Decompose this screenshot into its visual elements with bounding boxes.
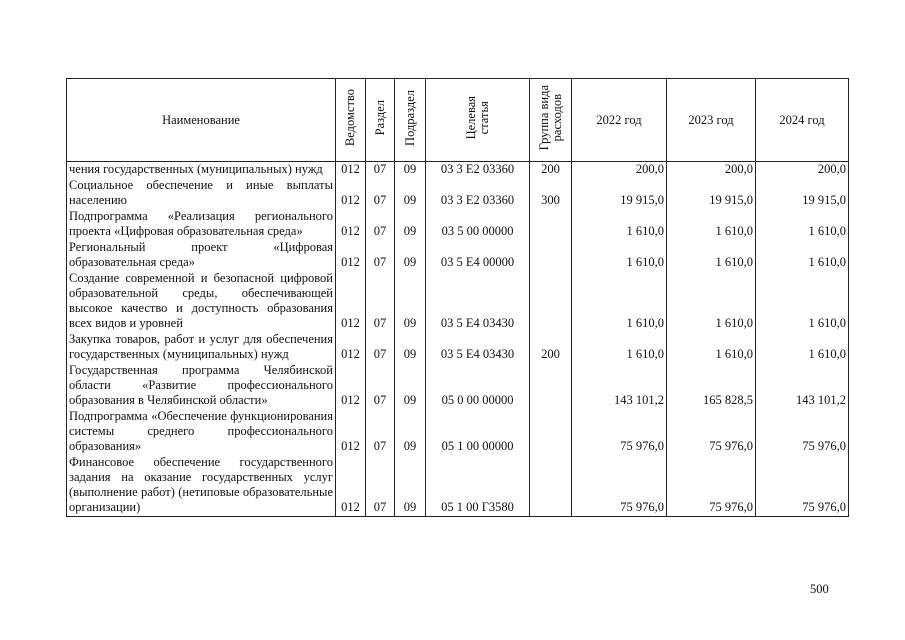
table-row [67,162,849,179]
cell-2023 [667,162,756,179]
cell-2024-text: 1 610,0 [808,224,846,238]
cell-podrazdel [395,240,426,271]
cell-name-text: Закупка товаров, работ и услуг для обеспечения государственных (муниципальных) нужд [69,332,333,361]
cell-podrazdel [395,162,426,179]
cell-target-text: 03 5 Е4 03430 [440,347,515,361]
table-row [67,409,849,455]
cell-razdel-text: 07 [373,393,387,407]
cell-group [530,455,572,517]
cell-2022-text: 19 915,0 [620,193,664,207]
cell-2023-text: 1 610,0 [715,347,753,361]
cell-group [530,162,572,179]
cell-2024-text: 1 610,0 [808,316,846,330]
cell-2022-text: 75 976,0 [620,500,664,514]
cell-razdel-text: 07 [373,224,387,238]
cell-name [67,240,336,271]
cell-name-text: Финансовое обеспечение государственного задания на оказание государственных услуг (выполнение работ) (нетиповые образовательные организации) [69,455,333,514]
cell-razdel [366,240,395,271]
cell-2023 [667,332,756,363]
cell-name-text: Социальное обеспечение и иные выплаты населению [69,178,333,207]
cell-name-text: Государственная программа Челябинской области «Развитие профессионального образования в Челябинской области» [69,363,333,407]
cell-podrazdel-text: 09 [403,193,417,207]
header-vedomstvo: Ведомство [336,79,366,162]
cell-2024-text: 75 976,0 [802,439,846,453]
cell-group-text: 200 [541,347,560,361]
cell-2024 [756,178,849,209]
cell-group [530,271,572,332]
cell-2022-text: 75 976,0 [620,439,664,453]
header-razdel: Раздел [366,79,395,162]
cell-group [530,209,572,240]
table-row [67,455,849,517]
cell-group [530,363,572,409]
table-row [67,240,849,271]
cell-vedomstvo [336,271,366,332]
cell-group-text: 200 [541,162,560,176]
cell-2022-text: 200,0 [635,162,664,176]
cell-2023-text: 1 610,0 [715,224,753,238]
header-2022: 2022 год [572,79,667,162]
cell-podrazdel [395,455,426,517]
cell-2022-text: 1 610,0 [626,255,664,269]
cell-target-text: 03 3 Е2 03360 [440,162,515,176]
cell-vedomstvo [336,409,366,455]
table-row [67,178,849,209]
cell-2024 [756,332,849,363]
cell-2024-text: 143 101,2 [796,393,846,407]
cell-vedomstvo-text: 012 [341,500,360,514]
cell-name [67,271,336,332]
cell-razdel [366,332,395,363]
cell-2023-text: 19 915,0 [709,193,753,207]
cell-2024-text: 1 610,0 [808,255,846,269]
table-row [67,209,849,240]
cell-vedomstvo-text: 012 [341,162,360,176]
cell-group [530,240,572,271]
cell-2024 [756,409,849,455]
cell-razdel-text: 07 [373,500,387,514]
cell-vedomstvo [336,209,366,240]
cell-group [530,409,572,455]
cell-target [426,178,530,209]
cell-target [426,332,530,363]
cell-podrazdel-text: 09 [403,500,417,514]
cell-name [67,363,336,409]
cell-target [426,455,530,517]
cell-2022 [572,363,667,409]
cell-razdel-text: 07 [373,193,387,207]
cell-2022 [572,409,667,455]
cell-razdel [366,178,395,209]
cell-razdel [366,271,395,332]
cell-vedomstvo [336,332,366,363]
cell-2022-text: 143 101,2 [614,393,664,407]
cell-razdel [366,455,395,517]
cell-razdel-text: 07 [373,255,387,269]
cell-podrazdel-text: 09 [403,316,417,330]
table-row [67,271,849,332]
cell-podrazdel-text: 09 [403,347,417,361]
header-podrazdel: Подраздел [395,79,426,162]
cell-razdel-text: 07 [373,347,387,361]
cell-razdel-text: 07 [373,316,387,330]
cell-razdel [366,209,395,240]
cell-2024 [756,363,849,409]
cell-name-text: чения государственных (муниципальных) нужд [69,162,323,176]
cell-2024 [756,455,849,517]
cell-2023 [667,363,756,409]
cell-2024-text: 19 915,0 [802,193,846,207]
cell-group-text: 300 [541,193,560,207]
cell-group [530,332,572,363]
cell-target [426,209,530,240]
cell-2023-text: 75 976,0 [709,500,753,514]
cell-2023 [667,409,756,455]
cell-target-text: 03 5 Е4 00000 [440,255,515,269]
cell-2022 [572,271,667,332]
cell-target [426,162,530,179]
table-body [67,162,849,517]
cell-name [67,162,336,179]
cell-2024 [756,209,849,240]
cell-vedomstvo-text: 012 [341,224,360,238]
cell-podrazdel-text: 09 [403,162,417,176]
cell-target-text: 03 5 00 00000 [441,224,514,238]
cell-name [67,178,336,209]
cell-name-text: Подпрограмма «Обеспечение функционирования системы среднего профессионального образования» [69,409,333,453]
cell-podrazdel-text: 09 [403,393,417,407]
cell-2022 [572,332,667,363]
cell-podrazdel [395,409,426,455]
cell-vedomstvo-text: 012 [341,347,360,361]
cell-2023-text: 75 976,0 [709,439,753,453]
cell-vedomstvo [336,363,366,409]
cell-2023 [667,455,756,517]
cell-target-text: 05 1 00 00000 [441,439,514,453]
cell-2024-text: 200,0 [817,162,846,176]
header-2023: 2023 год [667,79,756,162]
cell-2023 [667,178,756,209]
cell-vedomstvo [336,178,366,209]
cell-2023 [667,240,756,271]
cell-razdel-text: 07 [373,162,387,176]
cell-target [426,409,530,455]
cell-target-text: 05 0 00 00000 [441,393,514,407]
cell-vedomstvo-text: 012 [341,193,360,207]
cell-2022 [572,209,667,240]
cell-name-text: Региональный проект «Цифровая образовательная среда» [69,240,333,269]
cell-2023 [667,271,756,332]
cell-name [67,409,336,455]
cell-name-text: Создание современной и безопасной цифровой образовательной среды, обеспечивающей высокое качество и доступность образования всех видов и уровней [69,271,333,330]
cell-2024 [756,240,849,271]
table-row [67,332,849,363]
cell-vedomstvo-text: 012 [341,316,360,330]
cell-2023-text: 1 610,0 [715,255,753,269]
cell-name [67,209,336,240]
cell-podrazdel [395,332,426,363]
cell-podrazdel-text: 09 [403,224,417,238]
cell-podrazdel [395,178,426,209]
cell-podrazdel [395,363,426,409]
cell-target-text: 03 5 Е4 03430 [440,316,515,330]
cell-vedomstvo [336,455,366,517]
cell-podrazdel-text: 09 [403,255,417,269]
cell-podrazdel [395,209,426,240]
cell-vedomstvo [336,240,366,271]
page-number: 500 [810,582,829,596]
budget-table [66,78,849,517]
cell-name [67,332,336,363]
cell-name [67,455,336,517]
cell-target [426,363,530,409]
cell-target-text: 05 1 00 Г3580 [441,500,514,514]
cell-2022-text: 1 610,0 [626,316,664,330]
cell-target-text: 03 3 Е2 03360 [440,193,515,207]
cell-group [530,178,572,209]
cell-name-text: Подпрограмма «Реализация регионального проекта «Цифровая образовательная среда» [69,209,333,238]
cell-2022-text: 1 610,0 [626,347,664,361]
cell-vedomstvo-text: 012 [341,439,360,453]
cell-2022 [572,162,667,179]
cell-2024-text: 1 610,0 [808,347,846,361]
cell-podrazdel-text: 09 [403,439,417,453]
header-2024: 2024 год [756,79,849,162]
cell-vedomstvo-text: 012 [341,393,360,407]
header-group: Группа вида расходов [530,79,572,162]
cell-2024-text: 75 976,0 [802,500,846,514]
header-name: Наименование [67,79,336,162]
cell-2023-text: 165 828,5 [703,393,753,407]
header-row [67,79,849,162]
cell-target [426,271,530,332]
cell-vedomstvo-text: 012 [341,255,360,269]
cell-2024 [756,162,849,179]
cell-razdel [366,162,395,179]
cell-2022 [572,455,667,517]
cell-2024 [756,271,849,332]
cell-2022-text: 1 610,0 [626,224,664,238]
table-row [67,363,849,409]
cell-2023-text: 200,0 [724,162,753,176]
cell-2022 [572,240,667,271]
cell-podrazdel [395,271,426,332]
cell-2023-text: 1 610,0 [715,316,753,330]
cell-vedomstvo [336,162,366,179]
cell-razdel [366,409,395,455]
cell-target [426,240,530,271]
cell-razdel [366,363,395,409]
cell-2023 [667,209,756,240]
header-target: Целевая статья [426,79,530,162]
cell-razdel-text: 07 [373,439,387,453]
cell-2022 [572,178,667,209]
